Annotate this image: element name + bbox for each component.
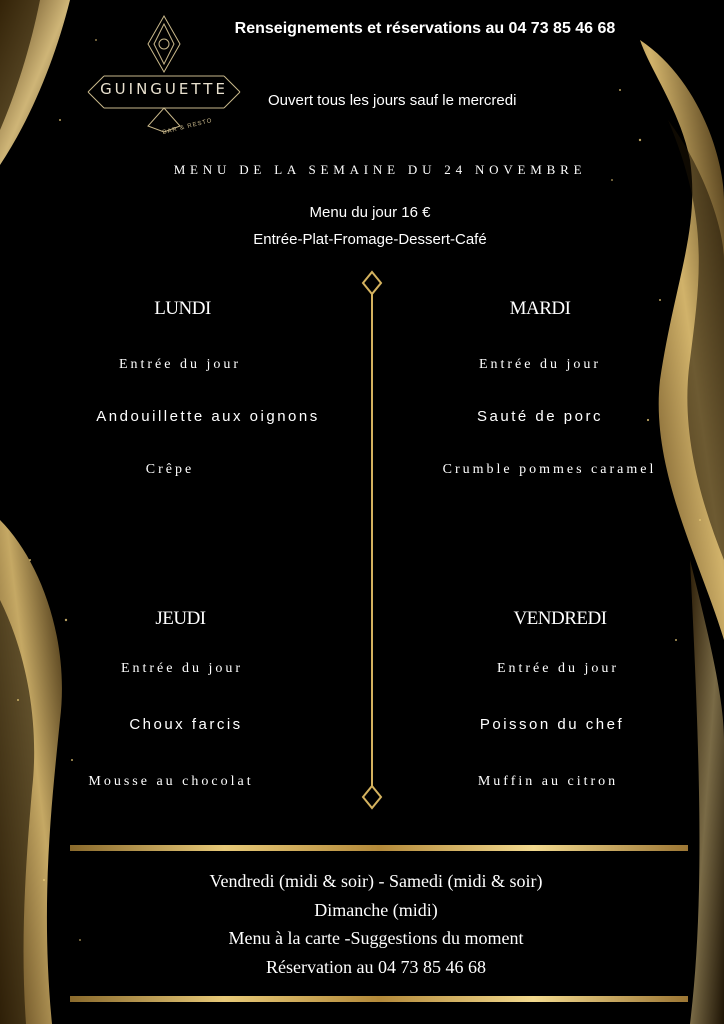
- jeudi-entree: Entrée du jour: [120, 661, 244, 676]
- gold-bar-bottom: [70, 996, 688, 1002]
- day-jeudi: JEUDI: [155, 608, 206, 629]
- day-vendredi: VENDREDI: [513, 608, 607, 629]
- vendredi-plat: Poisson du chef: [479, 716, 625, 733]
- reservation-phone-line: Renseignements et réservations au 04 73 85 46 68: [234, 20, 616, 37]
- lundi-entree: Entrée du jour: [118, 357, 242, 372]
- mardi-dessert: Crumble pommes caramel: [442, 462, 657, 477]
- day-lundi: LUNDI: [154, 298, 211, 319]
- jeudi-dessert: Mousse au chocolat: [88, 774, 254, 789]
- footer-line-1: Vendredi (midi & soir) - Samedi (midi & soir): [209, 871, 543, 891]
- logo-ornament: [84, 14, 244, 137]
- menu-courses: Entrée-Plat-Fromage-Dessert-Café: [253, 231, 487, 248]
- footer-line-2: Dimanche (midi): [314, 900, 438, 920]
- mardi-entree: Entrée du jour: [478, 357, 602, 372]
- lundi-dessert: Crêpe: [145, 462, 195, 477]
- footer-line-3: Menu à la carte -Suggestions du moment: [228, 928, 524, 948]
- menu-price: Menu du jour 16 €: [309, 204, 431, 221]
- mardi-plat: Sauté de porc: [477, 408, 603, 425]
- guinguette-logo: [84, 14, 244, 137]
- vendredi-dessert: Muffin au citron: [477, 774, 619, 789]
- week-title: MENU DE LA SEMAINE DU 24 NOVEMBRE: [173, 162, 587, 177]
- center-divider: [360, 270, 384, 810]
- vendredi-entree: Entrée du jour: [496, 661, 620, 676]
- jeudi-plat: Choux farcis: [129, 716, 243, 733]
- diamond-bottom-icon: [363, 786, 381, 808]
- footer-line-4: Réservation au 04 73 85 46 68: [266, 957, 486, 977]
- day-mardi: MARDI: [509, 298, 571, 319]
- logo-name: GUINGUETTE: [100, 80, 228, 98]
- logo-subtitle: BAR & RESTO: [162, 117, 214, 137]
- diamond-top-icon: [363, 272, 381, 294]
- opening-hours: Ouvert tous les jours sauf le mercredi: [268, 92, 517, 109]
- lundi-plat: Andouillette aux oignons: [96, 408, 320, 425]
- gold-bar-top: [70, 845, 688, 851]
